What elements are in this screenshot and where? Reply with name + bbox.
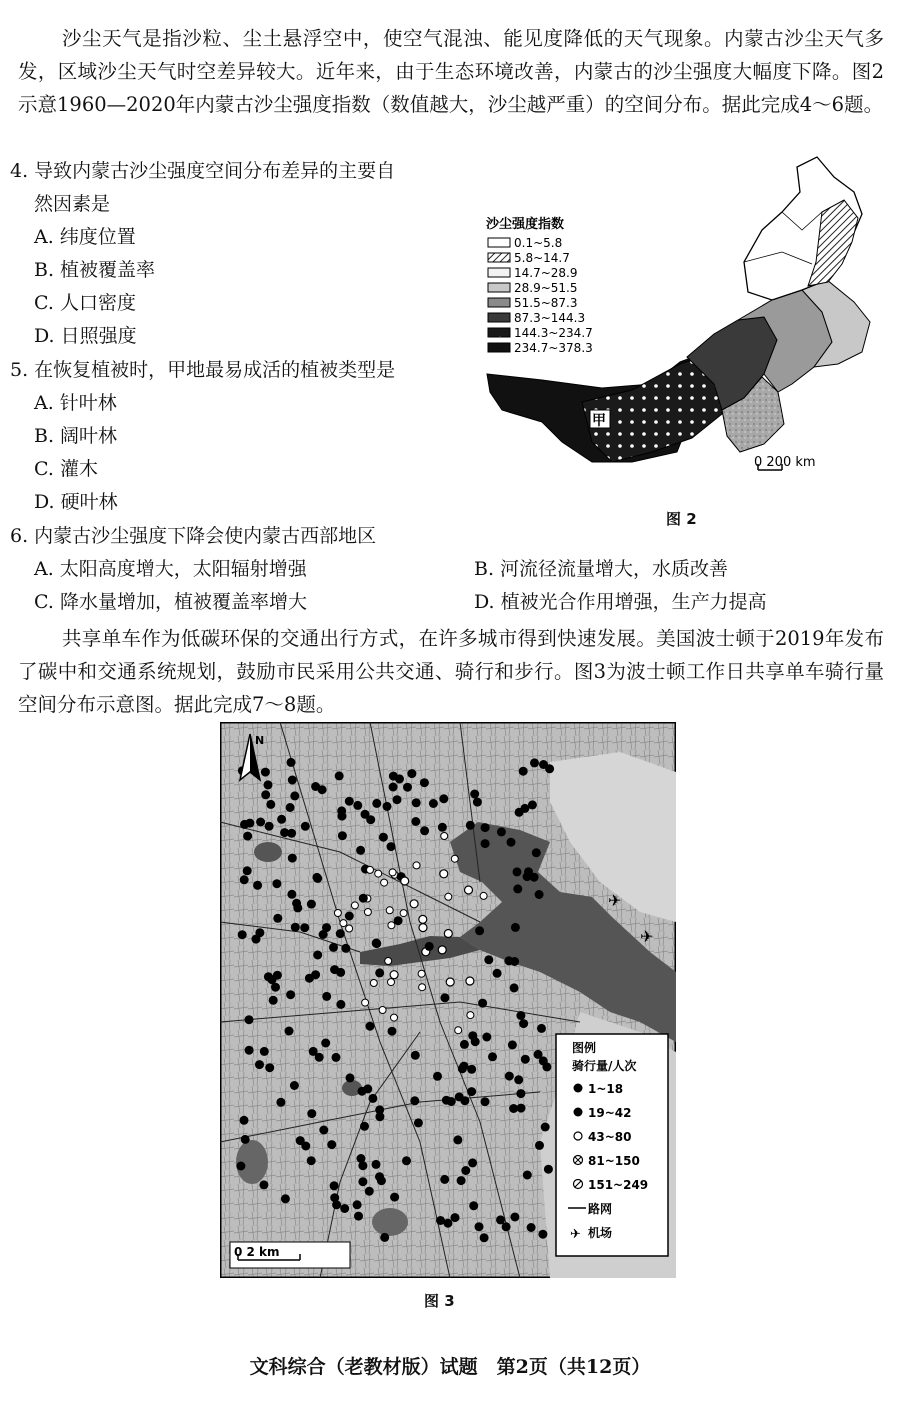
ridership-dot	[466, 977, 474, 985]
ridership-dot	[313, 874, 322, 883]
ridership-dot	[353, 1200, 362, 1209]
question-5-option-d[interactable]: D. 硬叶林	[34, 491, 118, 513]
figure-2-inner-mongolia-map	[482, 152, 872, 497]
ridership-dot	[391, 1014, 398, 1021]
ridership-dot	[288, 776, 297, 785]
ridership-dot	[388, 1027, 397, 1036]
ridership-dot	[252, 935, 261, 944]
question-5-option-c[interactable]: C. 灌木	[34, 458, 98, 480]
ridership-dot	[329, 943, 338, 952]
ridership-dot	[358, 1177, 367, 1186]
ridership-dot	[497, 827, 506, 836]
ridership-dot	[527, 1223, 536, 1232]
ridership-dot	[269, 996, 278, 1005]
airport-icon: ✈	[608, 891, 622, 910]
ridership-dot	[519, 1019, 528, 1028]
ridership-dot	[265, 822, 274, 831]
ridership-dot	[467, 1065, 476, 1074]
ridership-dot	[340, 1204, 349, 1213]
ridership-dot	[240, 820, 249, 829]
ridership-dot	[272, 879, 281, 888]
ridership-dot	[420, 826, 429, 835]
ridership-dot	[446, 978, 454, 986]
question-6-option-a[interactable]: A. 太阳高度增大，太阳辐射增强	[34, 558, 307, 580]
ridership-dot	[473, 798, 482, 807]
ridership-dot	[332, 1053, 341, 1062]
passage-dust-weather: 沙尘天气是指沙粒、尘土悬浮空中，使空气混浊、能见度降低的天气现象。内蒙古沙尘天气多发，区域沙尘天气时空差异较大。近年来，由于生态环境改善，内蒙古的沙尘强度大幅度下降。图2示意1960—2020年内蒙古沙尘强度指数（数值越大，沙尘越严重）的空间分布。据此完成4～6题。	[18, 27, 884, 116]
ridership-dot	[467, 1012, 474, 1019]
airport-icon: ✈	[570, 1227, 581, 1242]
ridership-dot	[286, 990, 295, 999]
ridership-dot	[264, 972, 273, 981]
ridership-dot	[451, 1213, 460, 1222]
ridership-dot	[481, 839, 490, 848]
ridership-dot	[467, 1087, 476, 1096]
ridership-dot	[419, 915, 427, 923]
ridership-dot	[330, 1181, 339, 1190]
map3-legend-item-7: 机场	[588, 1226, 613, 1240]
ridership-dot	[362, 999, 369, 1006]
map3-legend-item-4: 81~150	[588, 1154, 640, 1168]
ridership-dot	[236, 1162, 245, 1171]
ridership-dot	[539, 760, 548, 769]
ridership-dot	[493, 969, 502, 978]
question-5-stem: 5. 在恢复植被时，甲地最易成活的植被类型是	[10, 359, 396, 381]
ridership-dot	[537, 1024, 546, 1033]
question-4-option-d[interactable]: D. 日照强度	[34, 325, 137, 347]
figure-3-caption: 图 3	[424, 1292, 455, 1310]
ridership-dot	[407, 769, 416, 778]
map2-legend-item-4: 28.9~51.5	[514, 281, 578, 295]
ridership-dot	[507, 838, 516, 847]
ridership-dot	[322, 992, 331, 1001]
map3-legend	[556, 1034, 668, 1256]
ridership-dot	[321, 1039, 330, 1048]
ridership-dot	[375, 870, 382, 877]
map2-legend-title: 沙尘强度指数	[486, 217, 565, 232]
map3-legend-item-3: 43~80	[588, 1130, 632, 1144]
ridership-dot	[381, 879, 388, 886]
ridership-dot	[513, 884, 522, 893]
ridership-dot	[390, 1193, 399, 1202]
question-6-stem: 6. 内蒙古沙尘强度下降会使内蒙古西部地区	[10, 525, 377, 547]
question-4-option-b[interactable]: B. 植被覆盖率	[34, 259, 156, 281]
ridership-dot	[335, 771, 344, 780]
ridership-dot	[287, 758, 296, 767]
ridership-dot	[496, 1215, 505, 1224]
ridership-dot	[511, 923, 520, 932]
ridership-dot	[372, 939, 381, 948]
ridership-dot	[389, 869, 396, 876]
map3-north-label: N	[255, 734, 265, 747]
ridership-dot	[403, 783, 412, 792]
ridership-dot	[255, 1060, 264, 1069]
ridership-dot	[461, 1166, 470, 1175]
ridership-dot	[460, 1096, 469, 1105]
ridership-dot	[510, 983, 519, 992]
ridership-dot	[516, 1011, 525, 1020]
ridership-dot	[505, 1072, 514, 1081]
ridership-dot	[470, 790, 479, 799]
ridership-dot	[330, 965, 339, 974]
ridership-dot	[385, 958, 392, 965]
ridership-dot	[508, 1040, 517, 1049]
ridership-dot	[429, 799, 438, 808]
ridership-dot	[410, 1096, 419, 1105]
ridership-dot	[261, 768, 270, 777]
ridership-dot	[318, 785, 327, 794]
ridership-dot	[287, 890, 296, 899]
ridership-dot	[480, 892, 487, 899]
ridership-dot	[544, 1165, 553, 1174]
ridership-dot	[265, 1063, 274, 1072]
ridership-dot	[484, 955, 493, 964]
question-4-stem-line2: 然因素是	[34, 193, 111, 215]
ridership-dot	[535, 890, 544, 899]
ridership-dot	[413, 862, 420, 869]
ridership-dot	[367, 866, 374, 873]
page-footer: 文科综合（老教材版）试题 第2页（共12页）	[249, 1356, 651, 1378]
ridership-dot	[457, 1176, 466, 1185]
ridership-dot	[238, 930, 247, 939]
map3-legend-item-2: 19~42	[588, 1106, 632, 1120]
ridership-dot	[271, 983, 280, 992]
ridership-dot	[425, 942, 434, 951]
ridership-dot	[313, 951, 322, 960]
question-6-option-d[interactable]: D. 植被光合作用增强，生产力提高	[474, 591, 767, 613]
ridership-dot	[334, 910, 341, 917]
ridership-dot	[345, 797, 354, 806]
ridership-dot	[389, 783, 398, 792]
ridership-dot	[504, 956, 513, 965]
ridership-dot	[517, 1104, 526, 1113]
ridership-dot	[356, 846, 365, 855]
ridership-dot	[290, 791, 299, 800]
ridership-dot	[443, 1219, 452, 1228]
ridership-dot	[305, 974, 314, 983]
ridership-dot	[273, 914, 282, 923]
ridership-dot	[469, 1201, 478, 1210]
question-5-option-b[interactable]: B. 阔叶林	[34, 425, 118, 447]
ridership-dot	[388, 979, 395, 986]
question-6-option-c[interactable]: C. 降水量增加，植被覆盖率增大	[34, 591, 307, 613]
ridership-dot	[523, 1171, 532, 1180]
ridership-dot	[307, 1109, 316, 1118]
figure-3-svg	[220, 722, 676, 1278]
ridership-dot	[341, 944, 350, 953]
ridership-dot	[471, 1037, 480, 1046]
ridership-dot	[530, 758, 539, 767]
ridership-dot	[400, 910, 407, 917]
ridership-dot	[322, 923, 331, 932]
ridership-dot	[366, 1022, 375, 1031]
ridership-dot	[300, 923, 309, 932]
airport-icon: ✈	[640, 927, 654, 946]
ridership-dot	[481, 1097, 490, 1106]
ridership-dot	[402, 1156, 411, 1165]
map2-legend-item-8: 234.7~378.3	[514, 341, 593, 355]
map3-legend-subtitle: 骑行量/人次	[572, 1059, 637, 1073]
map2-legend-item-3: 14.7~28.9	[514, 266, 578, 280]
ridership-dot	[337, 806, 346, 815]
ridership-dot	[387, 842, 396, 851]
map3-legend-item-1: 1~18	[588, 1082, 624, 1096]
ridership-dot	[468, 1158, 477, 1167]
ridership-dot	[366, 815, 375, 824]
ridership-dot	[281, 1194, 290, 1203]
ridership-dot	[410, 900, 418, 908]
ridership-dot	[541, 1123, 550, 1132]
ridership-dot	[401, 877, 409, 885]
ridership-dot	[538, 1230, 547, 1239]
ridership-dot	[364, 909, 371, 916]
ridership-dot	[240, 1116, 249, 1125]
ridership-dot	[360, 1122, 369, 1131]
ridership-dot	[286, 803, 295, 812]
ridership-dot	[455, 1027, 462, 1034]
ridership-dot	[245, 1046, 254, 1055]
ridership-dot	[259, 1180, 268, 1189]
ridership-dot	[287, 829, 296, 838]
ridership-dot	[532, 848, 541, 857]
map3-legend-item-6: 路网	[588, 1202, 613, 1216]
ridership-dot	[439, 794, 448, 803]
map3-legend-item-5: 151~249	[588, 1178, 649, 1192]
ridership-dot	[539, 1056, 548, 1065]
figure-2-caption: 图 2	[666, 510, 697, 528]
ridership-dot	[488, 1052, 497, 1061]
ridership-dot	[438, 946, 446, 954]
ridership-dot	[444, 930, 452, 938]
ridership-dot	[243, 832, 252, 841]
ridership-dot	[319, 1126, 328, 1135]
ridership-dot	[372, 799, 381, 808]
ridership-dot	[261, 790, 270, 799]
ridership-dot	[465, 886, 473, 894]
map2-legend-item-6: 87.3~144.3	[514, 311, 586, 325]
ridership-dot	[241, 1135, 250, 1144]
ridership-dot	[336, 1000, 345, 1009]
ridership-dot	[353, 801, 362, 810]
ridership-dot	[393, 795, 402, 804]
ridership-dot	[390, 971, 398, 979]
ridership-dot	[482, 1033, 491, 1042]
ridership-dot	[460, 1062, 469, 1071]
question-4-option-c[interactable]: C. 人口密度	[34, 292, 136, 314]
ridership-dot	[351, 902, 358, 909]
ridership-dot	[359, 894, 368, 903]
map2-legend-item-2: 5.8~14.7	[514, 251, 570, 265]
ridership-dot	[475, 1222, 484, 1231]
ridership-dot	[481, 823, 490, 832]
ridership-dot	[290, 1081, 299, 1090]
figure-3-boston-map	[220, 722, 676, 1278]
map3-legend-title: 图例	[572, 1041, 597, 1055]
ridership-dot	[445, 893, 452, 900]
passage-shared-bikes: 共享单车作为低碳环保的交通出行方式，在许多城市得到快速发展。美国波士顿于2019年发布了碳中和交通系统规划，鼓励市民采用公共交通、骑行和步行。图3为波士顿工作日共享单车骑行量空间分布示意图。据此完成7～8题。	[18, 627, 884, 716]
map2-legend-item-1: 0.1~5.8	[514, 236, 563, 250]
ridership-dot	[315, 1053, 324, 1062]
ridership-dot	[301, 1142, 310, 1151]
ridership-dot	[466, 821, 475, 830]
ridership-dot	[365, 1187, 374, 1196]
ridership-dot	[345, 912, 354, 921]
ridership-dot	[277, 815, 286, 824]
ridership-dot	[520, 804, 529, 813]
ridership-dot	[307, 900, 316, 909]
ridership-dot	[368, 1094, 377, 1103]
ridership-dot	[354, 1212, 363, 1221]
ridership-dot	[358, 1161, 367, 1170]
ridership-dot	[264, 780, 273, 789]
ridership-dot	[380, 1233, 389, 1242]
ridership-dot	[453, 1135, 462, 1144]
ridership-dot	[266, 800, 275, 809]
ridership-dot	[530, 873, 539, 882]
ridership-dot	[440, 993, 449, 1002]
map3-scale-label: 0 2 km	[234, 1245, 280, 1259]
ridership-dot	[516, 1089, 525, 1098]
ridership-dot	[340, 920, 347, 927]
ridership-dot	[288, 854, 297, 863]
map3-scale-bar	[230, 1242, 350, 1268]
ridership-dot	[411, 1051, 420, 1060]
ridership-dot	[301, 822, 310, 831]
ridership-dot	[510, 1213, 519, 1222]
question-6-option-b[interactable]: B. 河流径流量增大，水质改善	[474, 558, 729, 580]
ridership-dot	[420, 778, 429, 787]
map2-scale-label: 0 200 km	[754, 455, 816, 470]
ridership-dot	[370, 980, 377, 987]
ridership-dot	[519, 767, 528, 776]
map2-legend-item-5: 51.5~87.3	[514, 296, 578, 310]
ridership-dot	[475, 926, 484, 935]
ridership-dot	[433, 1072, 442, 1081]
ridership-dot	[379, 833, 388, 842]
ridership-dot	[460, 1040, 469, 1049]
ridership-dot	[307, 1156, 316, 1165]
ridership-dot	[240, 875, 249, 884]
ridership-dot	[442, 1096, 451, 1105]
question-5-option-a[interactable]: A. 针叶林	[34, 392, 117, 414]
ridership-dot	[379, 1007, 386, 1014]
ridership-dot	[338, 831, 347, 840]
question-4-option-a[interactable]: A. 纬度位置	[34, 226, 136, 248]
ridership-dot	[375, 1105, 384, 1114]
ridership-dot	[372, 1160, 381, 1169]
ridership-dot	[375, 1172, 384, 1181]
figure-2-svg	[482, 152, 872, 497]
ridership-dot	[336, 929, 345, 938]
ridership-dot	[441, 833, 448, 840]
ridership-dot	[327, 1140, 336, 1149]
ridership-dot	[245, 1015, 254, 1024]
ridership-dot	[388, 922, 395, 929]
ridership-dot	[440, 870, 448, 878]
ridership-dot	[414, 1118, 423, 1127]
ridership-dot	[412, 798, 421, 807]
ridership-dot	[418, 970, 425, 977]
ridership-dot	[375, 968, 384, 977]
map2-legend-item-7: 144.3~234.7	[514, 326, 593, 340]
map2-place-label-jia: 甲	[592, 413, 606, 429]
ridership-dot	[276, 1098, 285, 1107]
ridership-dot	[260, 1047, 269, 1056]
ridership-dot	[535, 1141, 544, 1150]
ridership-dot	[253, 881, 262, 890]
ridership-dot	[285, 1027, 294, 1036]
question-4-stem-line1: 4. 导致内蒙古沙尘强度空间分布差异的主要自	[10, 160, 396, 182]
ridership-dot	[419, 924, 427, 932]
ridership-dot	[514, 1075, 523, 1084]
ridership-dot	[386, 907, 393, 914]
ridership-dot	[411, 817, 420, 826]
ridership-dot	[389, 772, 398, 781]
ridership-dot	[346, 1073, 355, 1082]
ridership-dot	[243, 866, 252, 875]
ridership-dot	[332, 1200, 341, 1209]
ridership-dot	[521, 1055, 530, 1064]
ridership-dot	[383, 802, 392, 811]
ridership-dot	[513, 867, 522, 876]
ridership-dot	[438, 823, 447, 832]
ridership-dot	[478, 999, 487, 1008]
ridership-dot	[358, 1087, 367, 1096]
ridership-dot	[291, 923, 300, 932]
ridership-dot	[256, 818, 265, 827]
ridership-dot	[451, 855, 458, 862]
ridership-dot	[419, 984, 426, 991]
ridership-dot	[480, 1233, 489, 1242]
ridership-dot	[346, 925, 353, 932]
ridership-dot	[292, 899, 301, 908]
ridership-dot	[440, 1175, 449, 1184]
